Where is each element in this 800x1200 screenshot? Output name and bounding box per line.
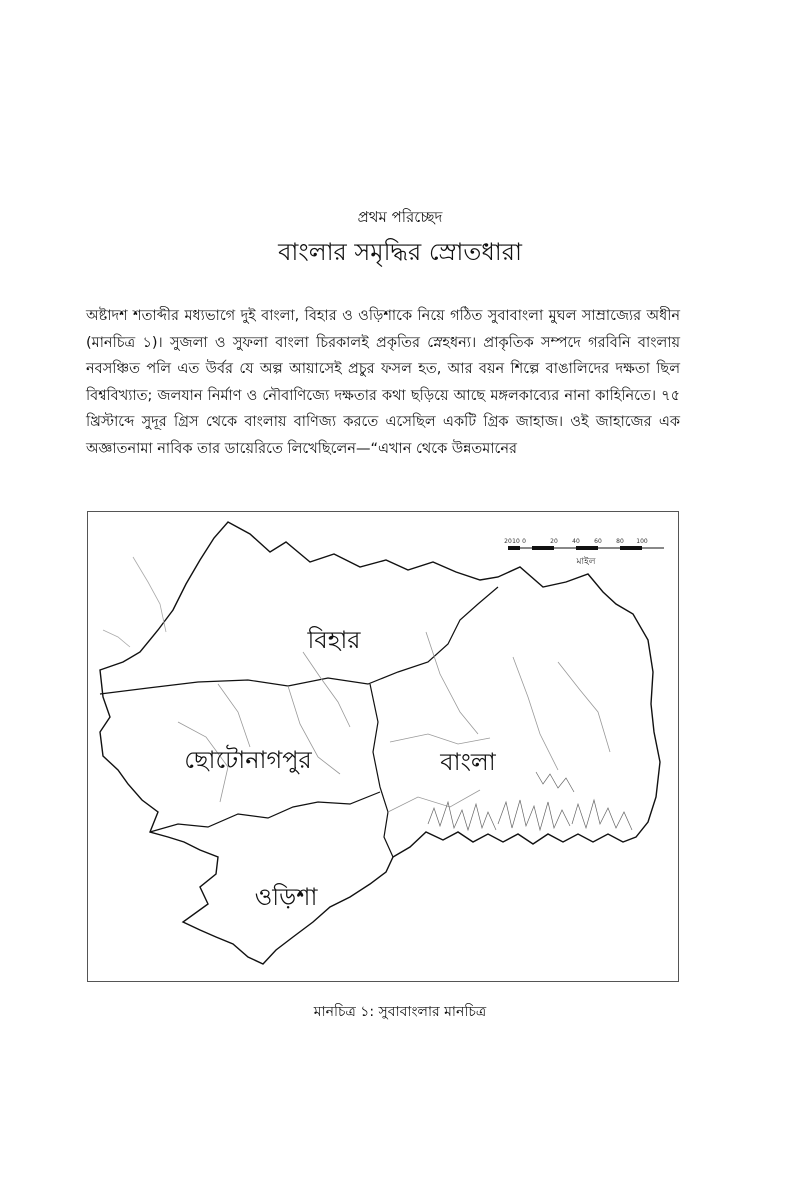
boundary-orissa-north [150,792,380,832]
outer-boundary [100,522,660,964]
rivers [103,557,166,647]
map-caption: মানচিত্র ১: সুবাবাংলার মানচিত্র [313,1004,487,1020]
scale-tick: 40 [572,538,580,545]
scale-tick: 10 [512,538,520,545]
body-paragraph: অষ্টাদশ শতাব্দীর মধ্যভাগে দুই বাংলা, বিহার ও ওড়িশাকে নিয়ে গঠিত সুবাবাংলা মুঘল সাম্রাজ্যের অধীন (মানচিত্র ১)। সুজলা ও সুফলা বাংলা চিরকালই প্রকৃতির স্নেহধন্য। প্রাকৃতিক সম্পদে গরবিনি বাংলায় নবসঞ্চিত পলি এত উর্বর যে অল্প আয়াসেই প্রচুর ফসল হত, আর বয়ন শিল্পে বাঙালিদের দক্ষতা ছিল বিশ্ববিখ্যাত; জলযান নির্মাণ ও নৌবাণিজ্যে দক্ষতার কথা ছড়িয়ে আছে মঙ্গলকাব্যের নানা কাহিনিতে। ৭৫ খ্রিস্টাব্দে সুদূর গ্রিস থেকে বাংলায় বাণিজ্য করতে এসেছিল একটি গ্রিক জাহাজ। ওই জাহাজের এক অজ্ঞাতনামা নাবিক তার ডায়েরিতে লিখেছিলেন—“এখান থেকে উন্নতমানের [86,308,680,457]
subah-bangla-map [87,511,679,982]
scale-tick: 60 [594,538,602,545]
sundarbans-delta [428,772,632,830]
scale-tick: 0 [522,538,526,545]
map-svg [88,512,678,981]
district-lines [178,632,610,812]
region-label-orissa: ওড়িশা [254,883,318,911]
scale-tick: 20 [504,538,512,545]
scale-tick: 80 [616,538,624,545]
region-label-chotanagpur: ছোটোনাগপুর [184,746,312,774]
scale-bar [504,538,664,567]
scale-tick: 100 [636,538,648,545]
chapter-title: বাংলার সমৃদ্ধির স্রোতধারা [278,238,522,266]
region-label-bangla: বাংলা [440,748,496,776]
scale-unit: মাইল [576,557,596,567]
body-text [86,303,680,462]
scale-tick: 20 [550,538,558,545]
region-label-bihar: বিহার [307,626,361,654]
chapter-label: প্রথম পরিচ্ছেদ [357,208,443,226]
boundary-bangla-west [370,684,393,857]
